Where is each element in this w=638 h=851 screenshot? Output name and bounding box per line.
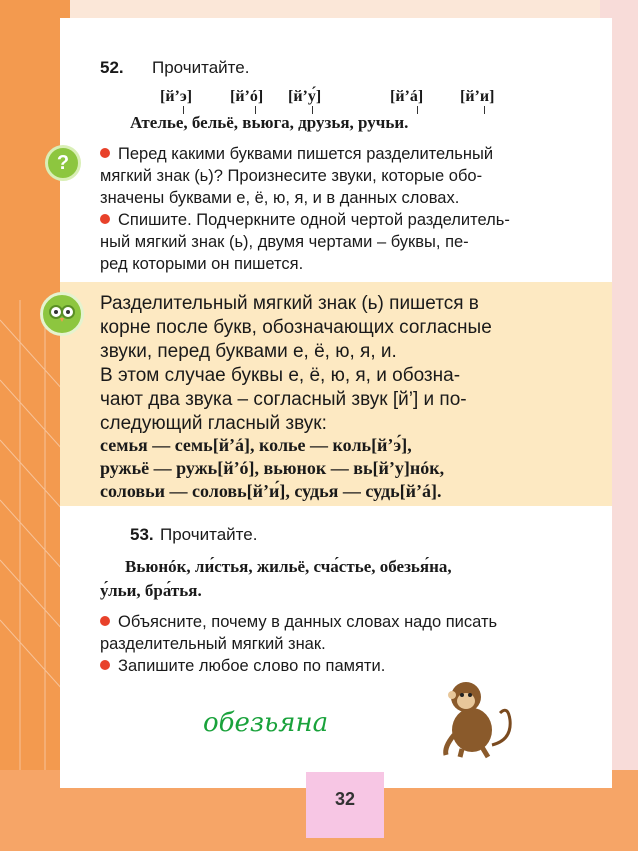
transcription-tick	[417, 106, 418, 114]
rule-line-2: корне после букв, обозначающих согласные	[100, 317, 492, 338]
exercise-52-words: Ателье, бельё, вьюга, друзья, ручьи.	[130, 113, 409, 132]
transcription-1: [й’э]	[160, 88, 193, 105]
owl-icon	[40, 292, 84, 336]
ex53-line-3: Запишите любое слово по памяти.	[100, 657, 385, 676]
ex52-line-5: ный мягкий знак (ь), двумя чертами – буквы, пе-	[100, 233, 469, 251]
ex52-line-3: значены буквами е, ё, ю, я, и в данных словах.	[100, 189, 460, 207]
transcription-tick	[484, 106, 485, 114]
ex53-line-1: Объясните, почему в данных словах надо писать	[100, 613, 497, 632]
exercise-53-words-1: Вьюнóк, ли́стья, жильё, сча́стье, обезья́на,	[125, 557, 452, 576]
ex52-line-4: Спишите. Подчеркните одной чертой разделитель-	[100, 211, 510, 230]
handwritten-word: обезьяна	[203, 708, 329, 738]
bullet-icon	[100, 214, 110, 224]
transcription-3: [й’у́]	[288, 88, 322, 105]
rule-line-5: чают два звука – согласный звук [й’] и по-	[100, 389, 467, 410]
rule-line-3: звуки, перед буквами е, ё, ю, я, и.	[100, 341, 397, 362]
exercise-52-number: 52.	[100, 58, 124, 77]
transcription-2: [й’ó]	[230, 88, 264, 105]
rule-line-1: Разделительный мягкий знак (ь) пишется в	[100, 293, 479, 314]
transcription-4: [й’á]	[390, 88, 424, 105]
rule-line-4: В этом случае буквы е, ё, ю, я, и обозна-	[100, 365, 461, 386]
rule-line-6: следующий гласный звук:	[100, 413, 327, 434]
question-icon: ?	[45, 145, 81, 181]
bullet-icon	[100, 148, 110, 158]
ex52-line-1: Перед какими буквами пишется разделительный	[100, 145, 493, 164]
ex53-line-2: разделительный мягкий знак.	[100, 635, 326, 653]
page-number: 32	[334, 789, 356, 809]
exercise-53-number: 53.	[130, 525, 154, 544]
ex52-line-2: мягкий знак (ь)? Произнесите звуки, которые обо-	[100, 167, 483, 185]
bullet-icon	[100, 660, 110, 670]
rule-example-1: семья — семь[й’á], колье — коль[й’э́],	[100, 435, 412, 455]
exercise-53-words-2: у́льи, бра́тья.	[100, 581, 202, 600]
rule-example-2: ружьё — ружь[й’ó], вьюнок — вь[й’у]нóк,	[100, 458, 445, 478]
rule-example-3: соловьи — соловь[й’и́], судья — судь[й’á].	[100, 481, 442, 501]
exercise-52-title: Прочитайте.	[152, 58, 250, 77]
ex52-line-6: ред которыми он пишется.	[100, 255, 304, 273]
exercise-53-title: Прочитайте.	[160, 525, 258, 544]
transcription-5: [й’и]	[460, 88, 495, 105]
bullet-icon	[100, 616, 110, 626]
monkey-illustration	[432, 675, 522, 760]
